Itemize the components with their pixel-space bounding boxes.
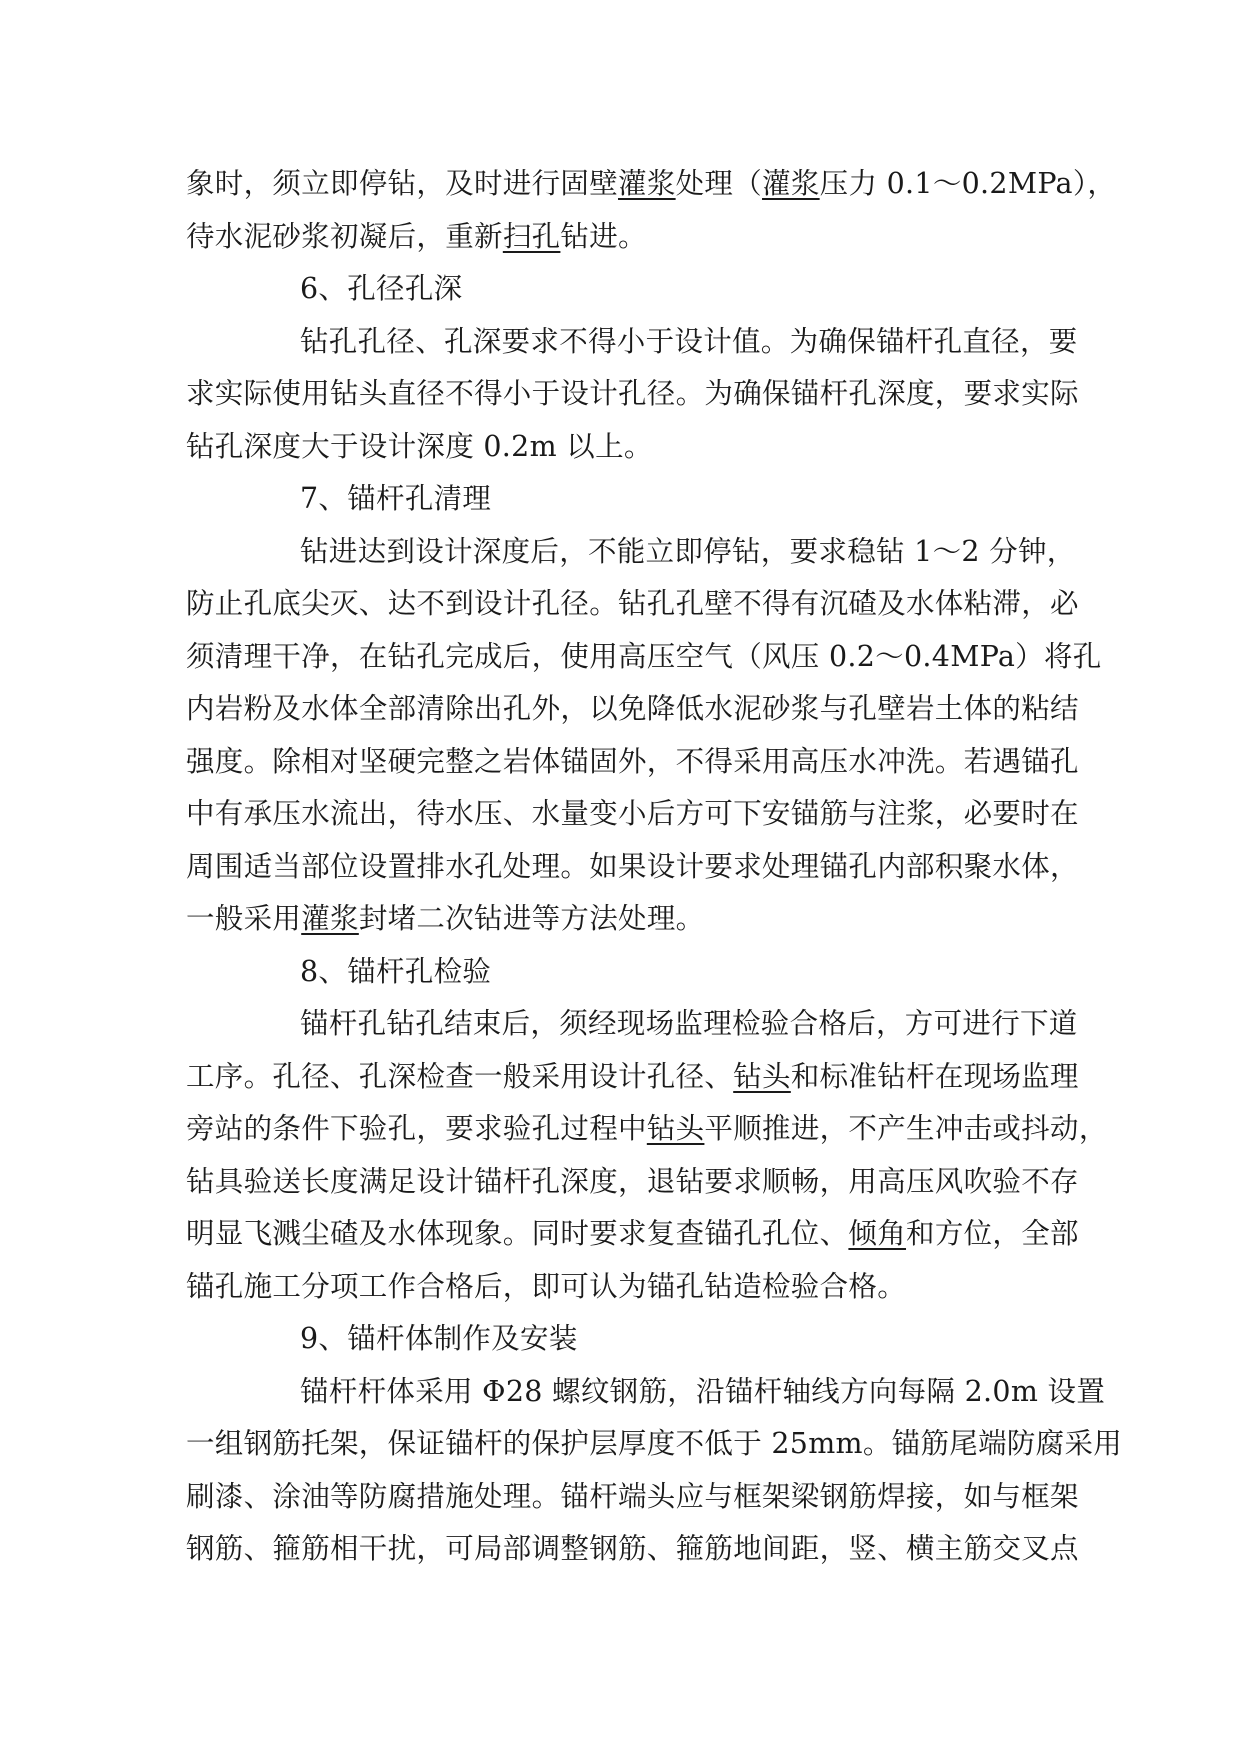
text-line: [186, 1366, 1106, 1419]
text-line: [186, 211, 1080, 264]
text-line: [186, 683, 1080, 736]
text-segment: 锚杆杆体采用 Φ28 螺纹钢筋，沿锚杆轴线方向每隔 2.0m 设置: [300, 1374, 1106, 1408]
text-segment: 7、锚杆孔清理: [300, 482, 492, 515]
underlined-term: 扫孔: [502, 219, 561, 253]
text-segment: 防止孔底尖灭、达不到设计孔径。钻孔孔壁不得有沉碴及水体粘滞，必: [186, 587, 1079, 620]
text-line: [186, 998, 1080, 1051]
text-segment: 6、孔径孔深: [300, 272, 463, 305]
text-line: [186, 158, 1117, 211]
text-segment: 一组钢筋托架，保证锚杆的保护层厚度不低于 25mm。锚筋尾端防腐采用: [186, 1427, 1123, 1460]
text-line: [186, 1418, 1123, 1471]
text-line: [186, 946, 1080, 999]
text-line: [186, 1208, 1080, 1261]
text-line: [186, 473, 1080, 526]
text-segment: 和标准钻杆在现场监理: [790, 1059, 1079, 1093]
text-line: [186, 1471, 1080, 1524]
text-segment: 钻孔孔径、孔深要求不得小于设计值。为确保锚杆孔直径，要: [300, 324, 1078, 358]
text-segment: 9、锚杆体制作及安装: [300, 1322, 578, 1355]
text-line: [186, 1103, 1108, 1156]
underlined-term: 钻头: [733, 1059, 791, 1093]
text-line: [186, 841, 1080, 894]
text-line: [186, 1313, 1080, 1366]
text-line: [186, 421, 1080, 474]
text-line: [186, 736, 1080, 789]
text-segment: 旁站的条件下验孔，要求验孔过程中: [186, 1112, 647, 1145]
text-line: [186, 1523, 1080, 1576]
text-segment: 中有承压水流出，待水压、水量变小后方可下安锚筋与注浆，必要时在: [186, 797, 1079, 830]
text-segment: 锚杆孔钻孔结束后，须经现场监理检验合格后，方可进行下道: [300, 1007, 1078, 1040]
text-segment: 须清理干净，在钻孔完成后，使用高压空气（风压 0.2～0.4MPa）将孔: [186, 639, 1102, 673]
text-segment: 钻进达到设计深度后，不能立即停钻，要求稳钻 1～2 分钟，: [300, 534, 1076, 568]
text-segment: 周围适当部位设置排水孔处理。如果设计要求处理锚孔内部积聚水体，: [186, 849, 1079, 883]
text-segment: 强度。除相对坚硬完整之岩体锚固外，不得采用高压水冲洗。若遇锚孔: [186, 744, 1079, 778]
text-line: [186, 526, 1080, 579]
document-body: [186, 158, 1123, 1576]
text-segment: 钢筋、箍筋相干扰，可局部调整钢筋、箍筋地间距，竖、横主筋交叉点: [186, 1532, 1079, 1565]
underlined-term: 灌浆: [762, 167, 820, 200]
text-line: [186, 631, 1102, 684]
text-segment: 锚孔施工分项工作合格后，即可认为锚孔钻造检验合格。: [186, 1269, 907, 1303]
text-segment: 钻孔深度大于设计深度 0.2m 以上。: [186, 429, 653, 463]
text-segment: 8、锚杆孔检验: [300, 954, 492, 988]
underlined-term: 倾角: [848, 1217, 907, 1250]
text-segment: 明显飞溅尘碴及水体现象。同时要求复查锚孔孔位、: [186, 1217, 849, 1250]
text-segment: 内岩粉及水体全部清除出孔外，以免降低水泥砂浆与孔壁岩土体的粘结: [186, 692, 1079, 725]
text-line: [186, 893, 1080, 946]
underlined-term: 灌浆: [301, 902, 359, 935]
text-line: [186, 316, 1080, 369]
text-segment: 求实际使用钻头直径不得小于设计孔径。为确保锚杆孔深度，要求实际: [186, 377, 1079, 410]
text-line: [186, 368, 1080, 421]
text-segment: 象时，须立即停钻，及时进行固壁: [186, 167, 619, 200]
text-segment: 待水泥砂浆初凝后，重新: [186, 219, 503, 253]
text-segment: 钻具验送长度满足设计锚杆孔深度，退钻要求顺畅，用高压风吹验不存: [186, 1164, 1079, 1198]
text-line: [186, 263, 1080, 316]
text-line: [186, 1051, 1080, 1104]
text-segment: 处理（: [675, 167, 763, 200]
text-segment: 工序。孔径、孔深检查一般采用设计孔径、: [186, 1059, 734, 1093]
text-segment: 封堵二次钻进等方法处理。: [358, 902, 705, 935]
text-line: [186, 1156, 1080, 1209]
text-segment: 压力 0.1～0.2MPa），: [819, 167, 1117, 200]
underlined-term: 灌浆: [618, 167, 676, 200]
text-segment: 刷漆、涂油等防腐措施处理。锚杆端头应与框架梁钢筋焊接，如与框架: [186, 1479, 1079, 1513]
text-segment: 和方位，全部: [906, 1217, 1079, 1250]
text-segment: 平顺推进，不产生冲击或抖动，: [704, 1112, 1108, 1145]
text-line: [186, 1261, 1080, 1314]
text-segment: 钻进。: [560, 219, 647, 253]
underlined-term: 钻头: [646, 1112, 705, 1145]
text-line: [186, 578, 1080, 631]
text-line: [186, 788, 1080, 841]
text-segment: 一般采用: [186, 902, 302, 935]
